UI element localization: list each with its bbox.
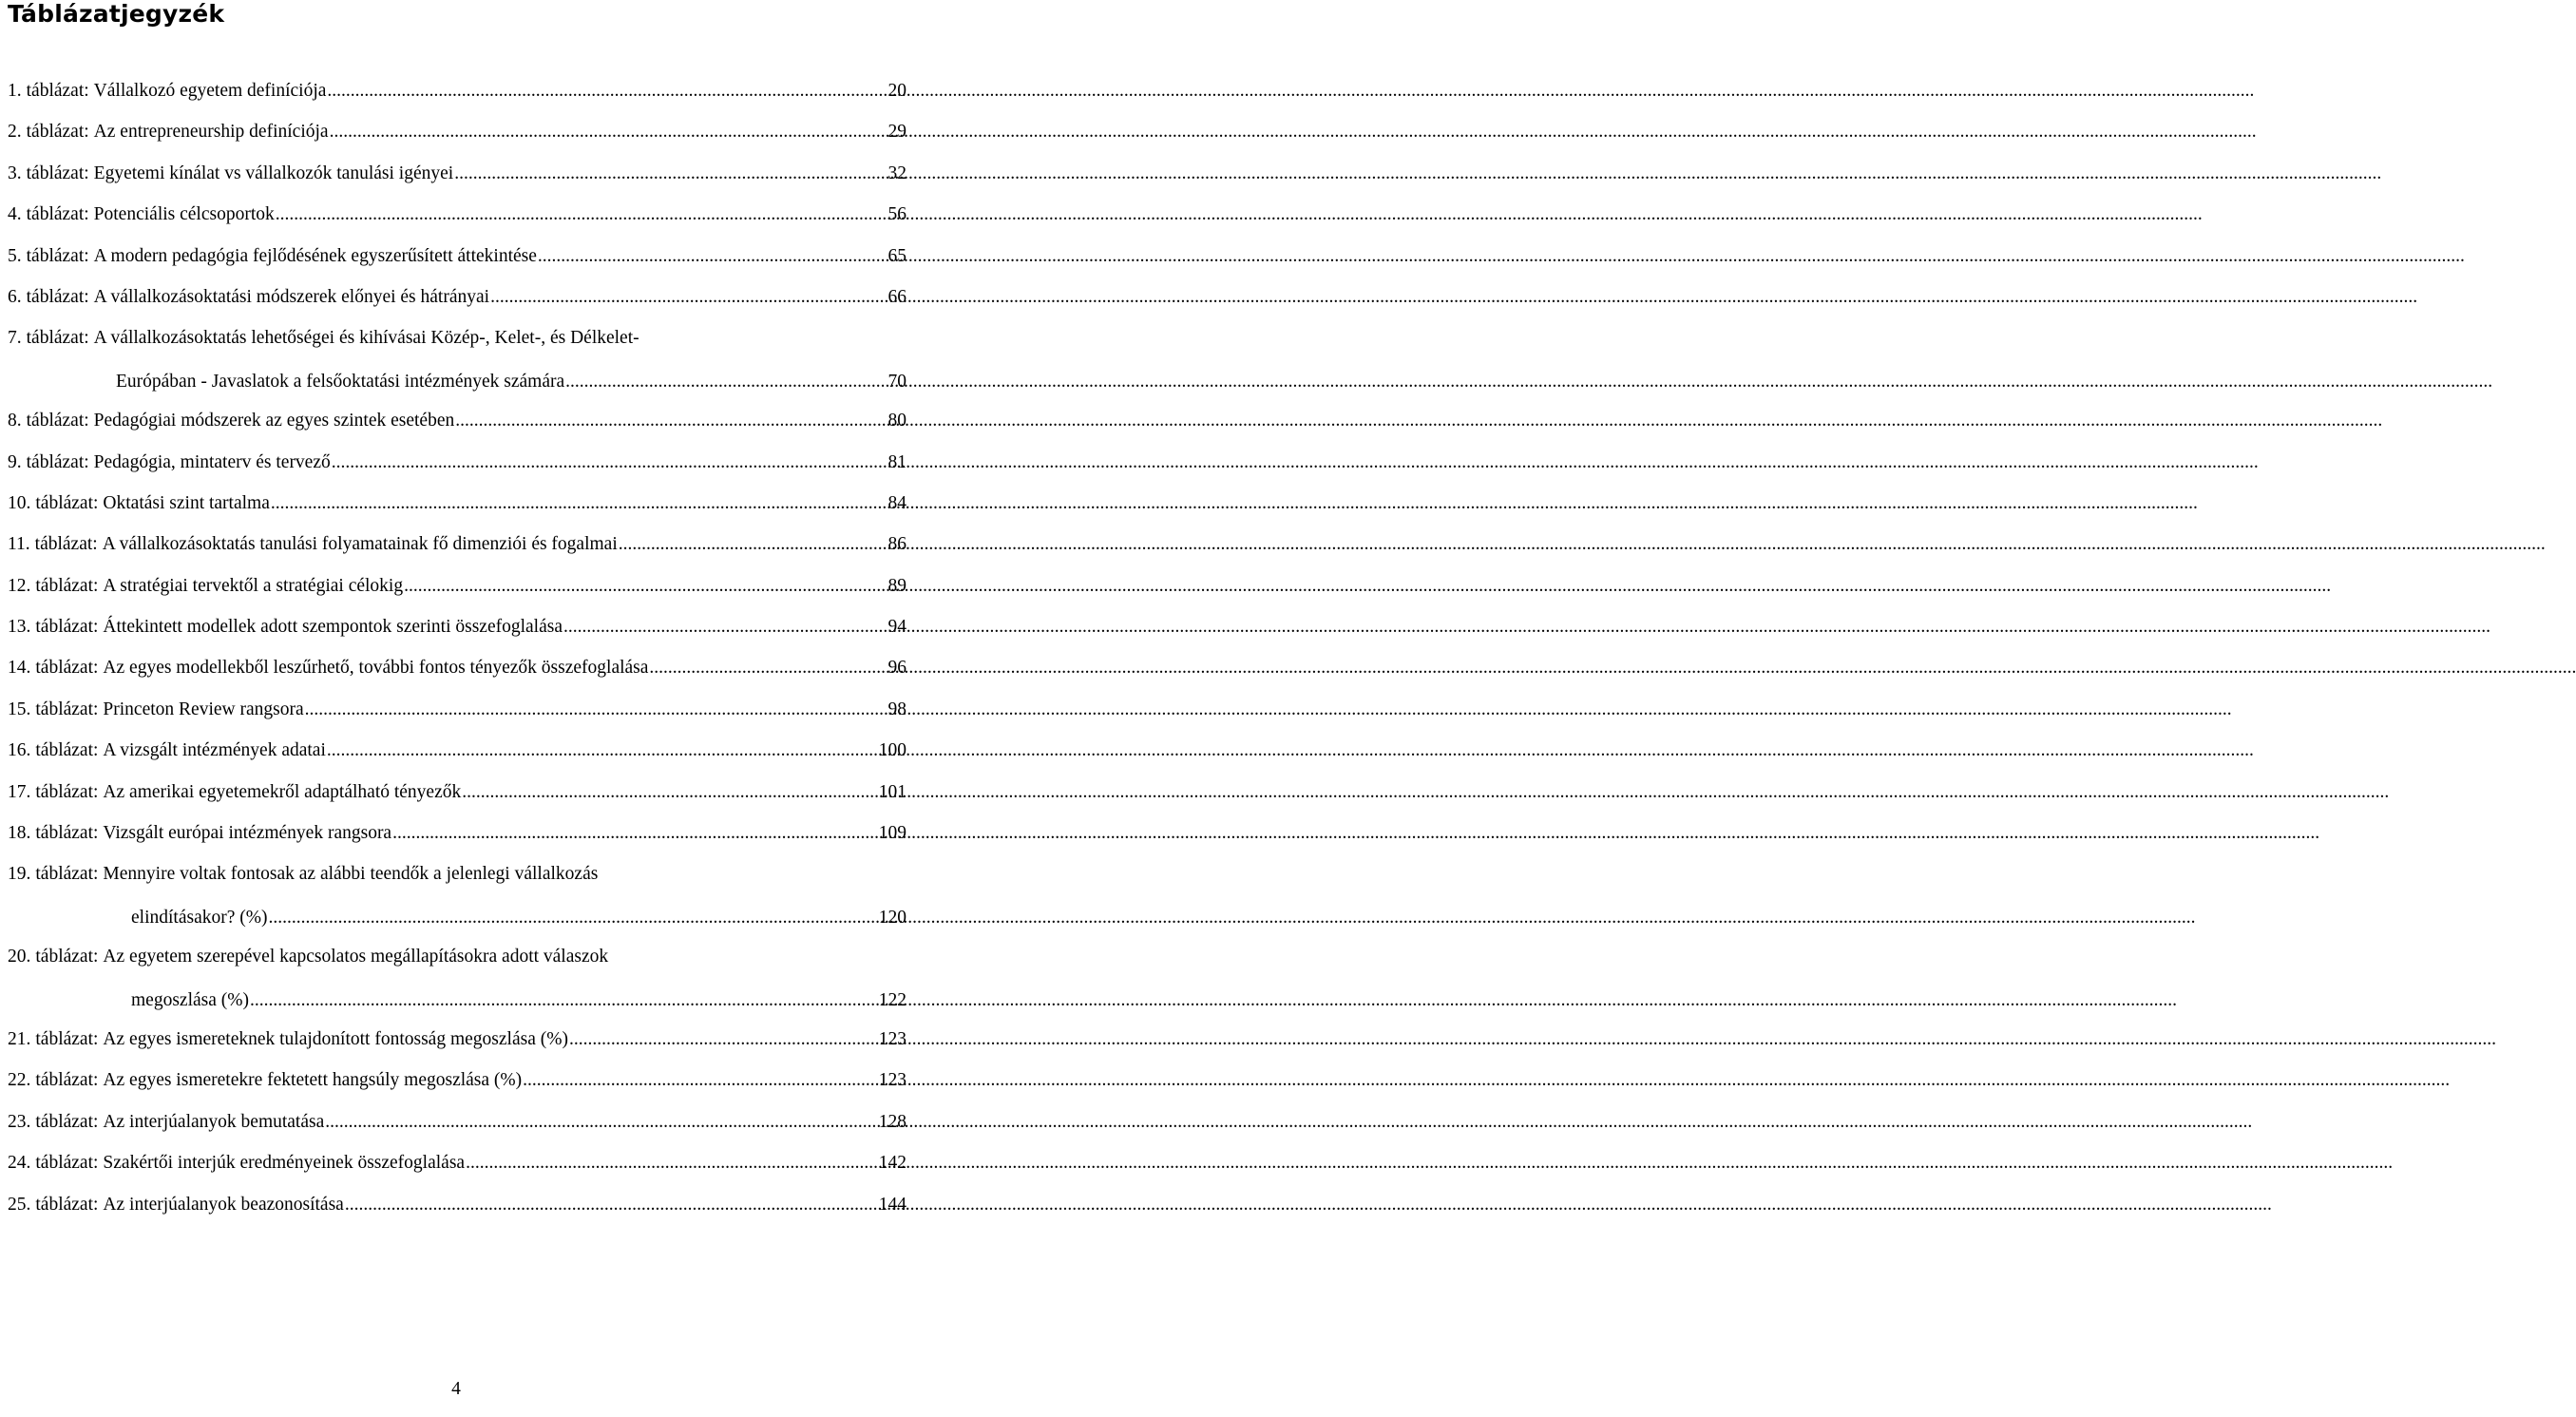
entry-number: 5. — [8, 245, 22, 266]
dot-leader — [305, 696, 887, 724]
entry-title: A vállalkozásoktatási módszerek előnyei és hátrányai — [93, 286, 490, 307]
toc-entry-17[interactable] — [8, 776, 912, 817]
toc-entry-23[interactable] — [8, 1106, 912, 1147]
dot-leader — [325, 1108, 876, 1137]
entry-title-line1: Az egyetem szerepével kapcsolatos megállapításokra adott válaszok — [103, 947, 609, 967]
entry-label: táblázat: — [35, 617, 99, 638]
entry-label: táblázat: — [35, 658, 99, 679]
dot-leader — [490, 283, 886, 312]
entry-number: 18. — [8, 823, 31, 844]
dot-leader — [330, 118, 887, 146]
entry-number: 17. — [8, 781, 31, 802]
entry-label: táblázat: — [35, 575, 99, 596]
entry-page: 65 — [887, 245, 906, 266]
entry-title: Vállalkozó egyetem definíciója — [93, 81, 327, 101]
entry-label: táblázat: — [26, 328, 89, 349]
document-page — [0, 0, 912, 1417]
entry-title: Áttekintett modellek adott szempontok szerinti összefoglalása — [103, 617, 563, 638]
entry-label: táblázat: — [26, 81, 89, 101]
entry-number: 22. — [8, 1070, 31, 1091]
toc-entry-16[interactable] — [8, 735, 912, 776]
entry-title: Egyetemi kínálat vs vállalkozók tanulási igényei — [93, 163, 454, 183]
entry-number: 3. — [8, 163, 22, 183]
entry-label: táblázat: — [35, 1029, 99, 1050]
dot-leader — [327, 737, 877, 765]
entry-number: 20. — [8, 947, 31, 967]
toc-entry-8[interactable] — [8, 405, 912, 446]
entry-number: 12. — [8, 575, 31, 596]
entry-title: A vállalkozásoktatás tanulási folyamatainak fő dimenziói és fogalmai — [102, 534, 618, 555]
toc-entry-4[interactable] — [8, 199, 912, 239]
entry-label: táblázat: — [35, 1194, 99, 1215]
toc-entry-12[interactable] — [8, 570, 912, 611]
entry-page: 109 — [878, 823, 906, 844]
entry-title: Az amerikai egyetemekről adaptálható tényezők — [103, 781, 462, 802]
dot-leader — [523, 1066, 877, 1095]
entry-page: 128 — [878, 1111, 906, 1132]
dot-leader — [466, 1149, 877, 1178]
entry-number: 13. — [8, 617, 31, 638]
entry-label: táblázat: — [35, 947, 99, 967]
dot-leader — [327, 77, 886, 105]
entry-page: 84 — [887, 492, 906, 513]
entry-title: Az interjúalanyok bemutatása — [103, 1111, 325, 1132]
entry-title: A vizsgált intézmények adatai — [103, 740, 326, 761]
dot-leader — [332, 449, 887, 477]
entry-number: 24. — [8, 1153, 31, 1174]
entry-title: Oktatási szint tartalma — [103, 492, 270, 513]
toc-entry-7[interactable] — [8, 322, 912, 405]
entry-label: táblázat: — [26, 286, 89, 307]
entry-label: táblázat: — [35, 740, 99, 761]
entry-title: Az interjúalanyok beazonosítása — [103, 1194, 344, 1215]
dot-leader — [619, 530, 887, 559]
dot-leader — [538, 242, 887, 271]
entry-label: táblázat: — [26, 163, 89, 183]
entry-page: 56 — [887, 204, 906, 225]
entry-page: 96 — [887, 658, 906, 679]
dot-leader — [404, 572, 886, 601]
entry-title-line1: Mennyire voltak fontosak az alábbi teendők a jelenlegi vállalkozás — [103, 864, 599, 885]
entry-label: táblázat: — [26, 411, 89, 431]
dot-leader — [649, 654, 886, 682]
toc-entry-2[interactable] — [8, 116, 912, 157]
entry-page: 80 — [887, 411, 906, 431]
entry-page: 86 — [887, 534, 906, 555]
toc-entry-10[interactable] — [8, 488, 912, 528]
entry-page: 120 — [878, 907, 906, 928]
entry-title: Az entrepreneurship definíciója — [93, 122, 329, 143]
entry-number: 25. — [8, 1194, 31, 1215]
entry-title: Az egyes modellekből leszűrhető, további fontos tényezők összefoglalása — [103, 658, 649, 679]
entry-page: 32 — [887, 163, 906, 183]
entry-number: 2. — [8, 122, 22, 143]
toc-entry-21[interactable] — [8, 1024, 912, 1064]
page-number: 4 — [451, 1379, 461, 1399]
entry-title: Vizsgált európai intézmények rangsora — [103, 823, 392, 844]
entry-label: táblázat: — [35, 864, 99, 885]
entry-title: Pedagógia, mintaterv és tervező — [93, 451, 331, 472]
entry-title-line1: A vállalkozásoktatás lehetőségei és kihívásai Közép-, Kelet-, és Délkelet- — [93, 328, 639, 349]
dot-leader — [271, 489, 887, 518]
toc-entry-5[interactable] — [8, 240, 912, 281]
entry-title: A modern pedagógia fejlődésének egyszerűsített áttekintése — [93, 245, 537, 266]
entry-page: 89 — [887, 575, 906, 596]
entry-page: 20 — [887, 81, 906, 101]
toc-entry-25[interactable] — [8, 1189, 912, 1230]
entry-page: 70 — [887, 371, 906, 392]
dot-leader — [250, 986, 877, 1015]
entry-page: 66 — [887, 286, 906, 307]
entry-title: Az egyes ismereteknek tulajdonított fontosság megoszlása (%) — [103, 1029, 568, 1050]
dot-leader — [569, 1025, 877, 1054]
entry-page: 142 — [878, 1153, 906, 1174]
entry-page: 81 — [887, 451, 906, 472]
toc-entry-20[interactable] — [8, 941, 912, 1024]
entry-number: 21. — [8, 1029, 31, 1050]
dot-leader — [462, 778, 877, 807]
entry-title: Pedagógiai módszerek az egyes szintek esetében — [93, 411, 455, 431]
entry-page: 123 — [878, 1070, 906, 1091]
entry-title-line2: megoszlása (%) — [131, 989, 249, 1010]
entry-label: táblázat: — [26, 122, 89, 143]
entry-page: 100 — [878, 740, 906, 761]
entry-number: 15. — [8, 699, 31, 719]
entry-label: táblázat: — [35, 781, 99, 802]
entry-title: Szakértői interjúk eredményeinek összefoglalása — [103, 1153, 466, 1174]
entry-number: 19. — [8, 864, 31, 885]
entry-number: 1. — [8, 81, 22, 101]
entry-page: 101 — [878, 781, 906, 802]
toc-entry-6[interactable] — [8, 281, 912, 322]
entry-page: 94 — [887, 617, 906, 638]
entry-label: táblázat: — [26, 204, 89, 225]
dot-leader — [345, 1191, 877, 1219]
toc-entry-3[interactable] — [8, 158, 912, 199]
entry-title: A stratégiai tervektől a stratégiai célokig — [103, 575, 404, 596]
entry-title: Az egyes ismeretekre fektetett hangsúly megoszlása (%) — [103, 1070, 523, 1091]
dot-leader — [565, 368, 886, 396]
entry-number: 23. — [8, 1111, 31, 1132]
entry-label: táblázat: — [35, 1070, 99, 1091]
entry-label: táblázat: — [34, 534, 98, 555]
entry-number: 6. — [8, 286, 22, 307]
dot-leader — [276, 201, 887, 229]
entry-number: 10. — [8, 492, 31, 513]
toc-entry-1[interactable] — [8, 75, 912, 116]
dot-leader — [268, 904, 876, 932]
dot-leader — [454, 160, 886, 188]
entry-page: 29 — [887, 122, 906, 143]
entry-number: 16. — [8, 740, 31, 761]
entry-title: Potenciális célcsoportok — [93, 204, 275, 225]
entry-label: táblázat: — [26, 245, 89, 266]
entry-label: táblázat: — [35, 492, 99, 513]
entry-number: 8. — [8, 411, 22, 431]
entry-label: táblázat: — [35, 823, 99, 844]
entry-page: 123 — [878, 1029, 906, 1050]
entry-label: táblázat: — [35, 1111, 99, 1132]
entry-title-line2: Európában - Javaslatok a felsőoktatási intézmények számára — [116, 371, 565, 392]
entry-title: Princeton Review rangsora — [103, 699, 304, 719]
toc-entry-22[interactable] — [8, 1064, 912, 1105]
toc-entry-11[interactable] — [8, 528, 912, 569]
entry-number: 7. — [8, 328, 22, 349]
toc-entry-18[interactable] — [8, 817, 912, 858]
table-of-tables — [8, 75, 912, 1230]
toc-entry-24[interactable] — [8, 1147, 912, 1188]
entry-number: 11. — [8, 534, 30, 555]
entry-page: 122 — [878, 989, 906, 1010]
entry-page: 98 — [887, 699, 906, 719]
page-title: Táblázatjegyzék — [8, 0, 225, 28]
toc-entry-9[interactable] — [8, 447, 912, 488]
entry-number: 9. — [8, 451, 22, 472]
toc-entry-13[interactable] — [8, 611, 912, 652]
entry-label: táblázat: — [35, 1153, 99, 1174]
entry-number: 14. — [8, 658, 31, 679]
toc-entry-14[interactable] — [8, 652, 912, 693]
entry-title-line2: elindításakor? (%) — [131, 907, 268, 928]
entry-label: táblázat: — [26, 451, 89, 472]
entry-number: 4. — [8, 204, 22, 225]
toc-entry-19[interactable] — [8, 858, 912, 941]
entry-label: táblázat: — [35, 699, 99, 719]
dot-leader — [392, 819, 877, 848]
toc-entry-15[interactable] — [8, 694, 912, 735]
entry-page: 144 — [878, 1194, 906, 1215]
dot-leader — [455, 407, 886, 435]
dot-leader — [563, 613, 887, 641]
